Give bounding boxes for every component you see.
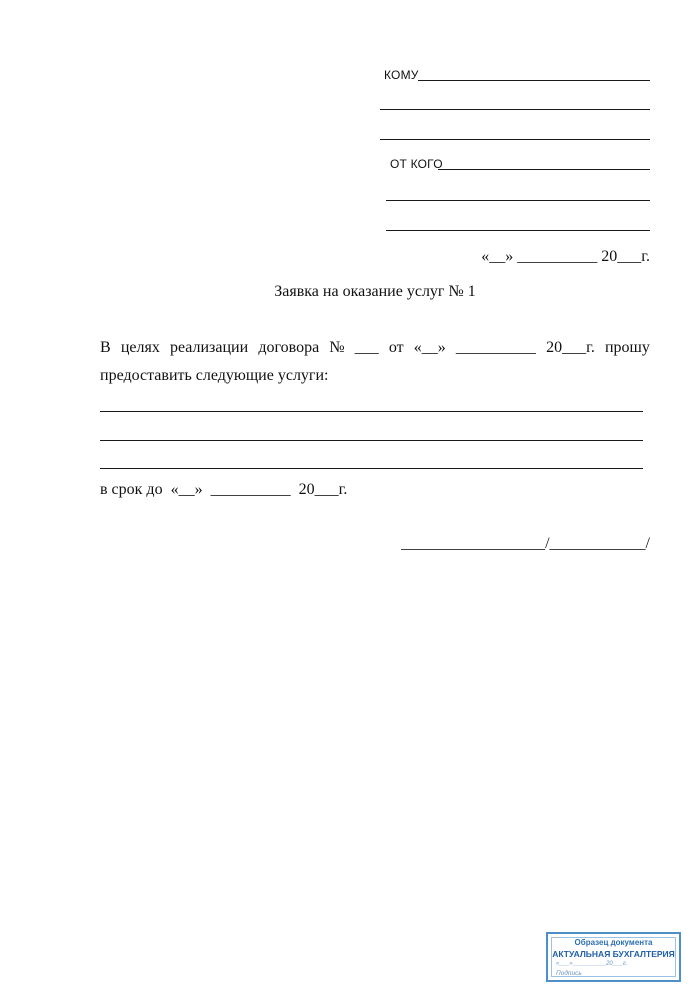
paragraph-line-2: предоставить следующие услуги: [100, 367, 329, 384]
services-line-1 [100, 411, 643, 412]
to-label: КОМУ [384, 68, 419, 82]
from-line-1 [438, 169, 650, 170]
deadline-line: в срок до «__» __________ 20___г. [100, 481, 348, 498]
para-word: В [100, 339, 111, 356]
para-word: __________ [455, 339, 536, 356]
stamp-line-1: Образец документа [574, 938, 653, 947]
para-word: от [388, 339, 404, 356]
document-title: Заявка на оказание услуг № 1 [274, 283, 476, 300]
from-line-2 [386, 200, 650, 201]
from-line-3 [386, 230, 650, 231]
stamp-line-3: «___»__________20___г. [556, 961, 628, 967]
para-word: 20___г. [546, 339, 595, 356]
stamp-line-4: Подпись [556, 970, 582, 977]
para-word: реализации [169, 339, 249, 356]
para-word: договора [258, 339, 320, 356]
para-word: ___ [354, 339, 379, 356]
para-word: прошу [604, 339, 650, 356]
paragraph-line-1 [100, 339, 650, 357]
para-word: целях [120, 339, 160, 356]
para-word: № [329, 339, 345, 356]
to-line-1 [418, 80, 650, 81]
header-date: «__» __________ 20___г. [481, 248, 650, 265]
para-word: «__» [413, 339, 446, 356]
stamp-line-2: АКТУАЛЬНАЯ БУХГАЛТЕРИЯ [552, 949, 675, 959]
from-label: ОТ КОГО [390, 157, 443, 171]
services-line-3 [100, 468, 643, 469]
sample-document-stamp [546, 932, 681, 982]
to-line-3 [380, 139, 650, 140]
services-line-2 [100, 440, 643, 441]
to-line-2 [380, 109, 650, 110]
signature-line: __________________/____________/ [401, 535, 650, 552]
